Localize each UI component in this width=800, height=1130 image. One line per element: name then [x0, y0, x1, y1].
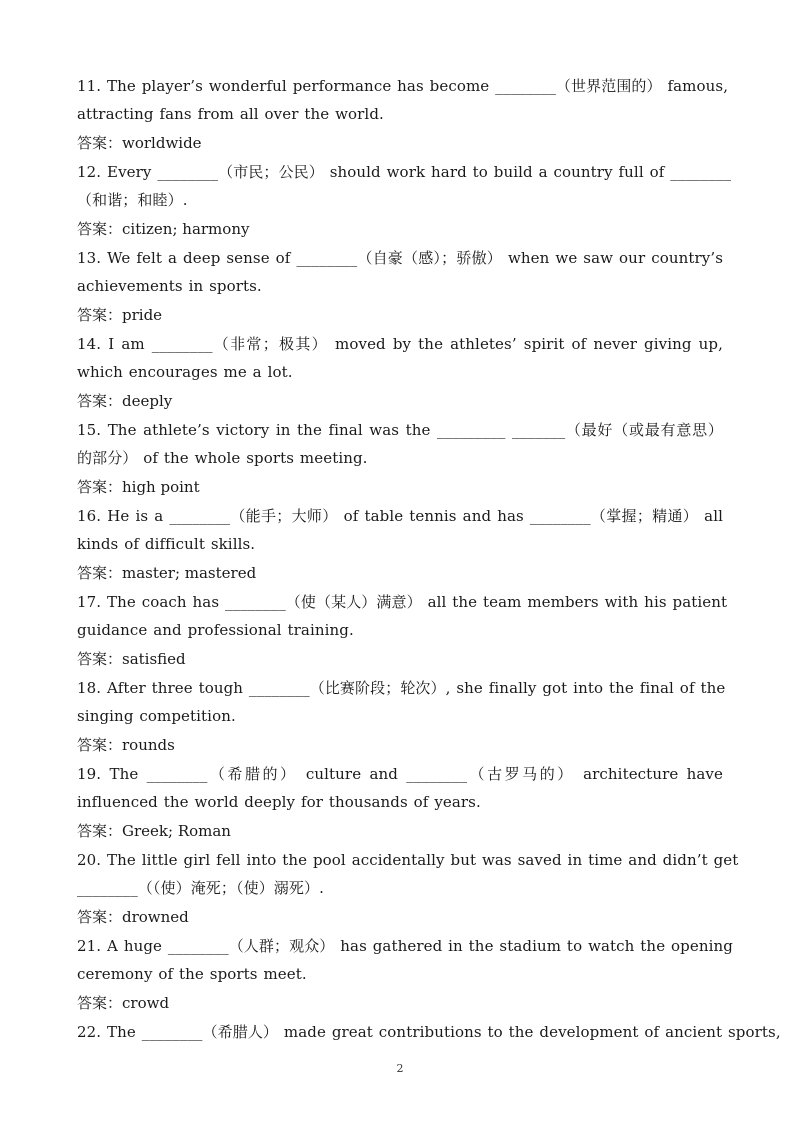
question-text-line: 18. After three tough ________（比赛阶段；轮次）, she finally got into the final of the	[77, 679, 726, 697]
question-21	[77, 932, 733, 1018]
question-text-line: ________（（使）淹死；（使）溺死）.	[77, 879, 324, 897]
question-text-line: （和谐；和睦）.	[77, 191, 188, 209]
question-text-line: 15. The athlete’s victory in the final was the _________ _______（最好（或最有意思）	[77, 421, 723, 439]
question-16	[77, 502, 723, 588]
question-12	[77, 158, 732, 244]
question-22	[77, 1018, 781, 1046]
answer-line: 答案：Greek; Roman	[77, 822, 231, 840]
question-text-line: 16. He is a ________（能手；大师） of table tennis and has ________（掌握；精通） all	[77, 507, 723, 525]
answer-line: 答案：satisfied	[77, 650, 186, 668]
page-number: 2	[396, 1062, 404, 1075]
answer-line: 答案：crowd	[77, 994, 170, 1012]
question-text-line: kinds of difficult skills.	[77, 535, 256, 553]
question-text-line: ceremony of the sports meet.	[77, 965, 307, 983]
question-text-line: 19. The ________（希腊的） culture and ________（古罗马的） architecture have	[77, 765, 723, 783]
question-11	[77, 72, 729, 158]
question-14	[77, 330, 723, 416]
question-13	[77, 244, 723, 330]
question-text-line: 11. The player’s wonderful performance has become ________（世界范围的） famous,	[77, 77, 729, 95]
question-19	[77, 760, 723, 846]
question-text-line: which encourages me a lot.	[77, 363, 293, 381]
answer-line: 答案：high point	[77, 478, 200, 496]
question-text-line: singing competition.	[77, 707, 236, 725]
answer-line: 答案：master; mastered	[77, 564, 257, 582]
question-text-line: 12. Every ________（市民；公民） should work hard to build a country full of ________	[77, 163, 732, 181]
question-text-line: 20. The little girl fell into the pool accidentally but was saved in time and didn’t get	[77, 851, 739, 869]
answer-line: 答案：rounds	[77, 736, 175, 754]
question-text-line: 的部分） of the whole sports meeting.	[77, 449, 368, 467]
question-text-line: achievements in sports.	[77, 277, 262, 295]
answer-line: 答案：drowned	[77, 908, 189, 926]
answer-line: 答案：pride	[77, 306, 163, 324]
answer-line: 答案：deeply	[77, 392, 173, 410]
question-text-line: 21. A huge ________（人群；观众） has gathered in the stadium to watch the opening	[77, 937, 733, 955]
question-text-line: guidance and professional training.	[77, 621, 354, 639]
question-text-line: attracting fans from all over the world.	[77, 105, 384, 123]
question-text-line: 22. The ________（希腊人） made great contributions to the development of ancient sports,	[77, 1023, 781, 1041]
question-20	[77, 846, 739, 932]
question-text-line: 14. I am ________（非常；极其） moved by the athletes’ spirit of never giving up,	[77, 335, 723, 353]
question-text-line: 17. The coach has ________（使（某人）满意） all the team members with his patient	[77, 593, 728, 611]
question-18	[77, 674, 726, 760]
question-text-line: 13. We felt a deep sense of ________（自豪（感）；骄傲） when we saw our country’s	[77, 249, 723, 267]
answer-line: 答案：citizen; harmony	[77, 220, 250, 238]
question-15	[77, 416, 723, 502]
answer-line: 答案：worldwide	[77, 134, 202, 152]
question-text-line: influenced the world deeply for thousands of years.	[77, 793, 481, 811]
document-page	[77, 72, 781, 1046]
question-17	[77, 588, 728, 674]
